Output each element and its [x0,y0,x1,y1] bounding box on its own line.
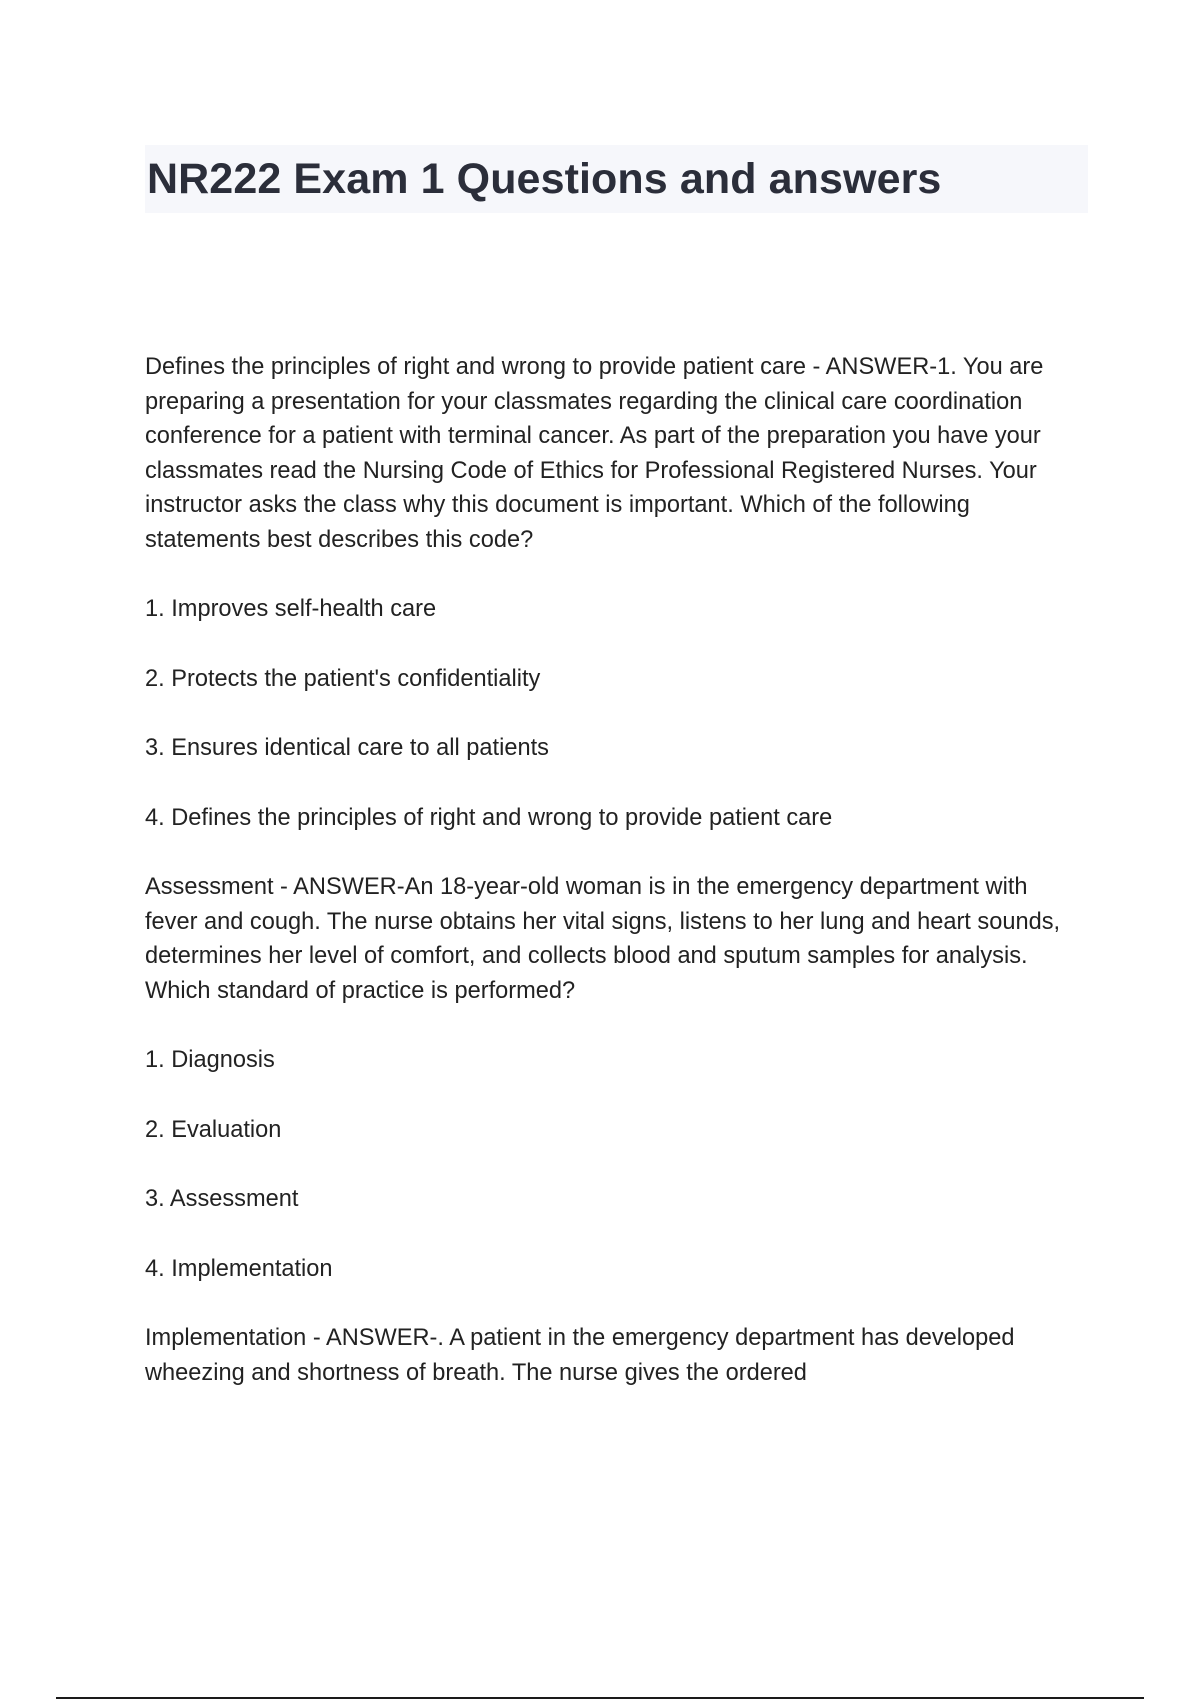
question-text: Implementation - ANSWER-. A patient in the emergency department has developed wheezing and shortness of breath. The nurse gives the ordered [145,1325,1015,1386]
answer-option: 2. Evaluation [145,1116,282,1143]
answer-option: 3. Assessment [145,1186,299,1212]
question-text: Assessment - ANSWER-An 18-year-old woman is in the emergency department with fever and cough. The nurse obtains her vital signs, listens to her lung and heart sounds, determines her level of comfort, and collects blood and sputum samples for analysis. Which standard of practice is performed? [145,874,1061,1004]
answer-option: 1. Improves self-health care [145,596,437,622]
page-bottom-divider [56,1697,1144,1699]
document-title: NR222 Exam 1 Questions and answers [147,155,942,203]
document-body [145,350,1075,1425]
answer-option: 1. Diagnosis [145,1047,275,1073]
answer-option: 4. Defines the principles of right and wrong to provide patient care [145,804,833,831]
title-banner [145,145,1088,213]
answer-option: 4. Implementation [145,1255,333,1282]
answer-option: 2. Protects the patient's confidentiality [145,665,541,692]
question-text: Defines the principles of right and wrong to provide patient care - ANSWER-1. You are preparing a presentation for your classmates regarding the clinical care coordination conference for a patient with terminal cancer. As part of the preparation you have your classmates read the Nursing Code of Ethics for Professional Registered Nurses. Your instructor asks the class why this document is important. Which of the following statements best describes this code? [145,354,1044,553]
answer-option: 3. Ensures identical care to all patients [145,735,549,761]
